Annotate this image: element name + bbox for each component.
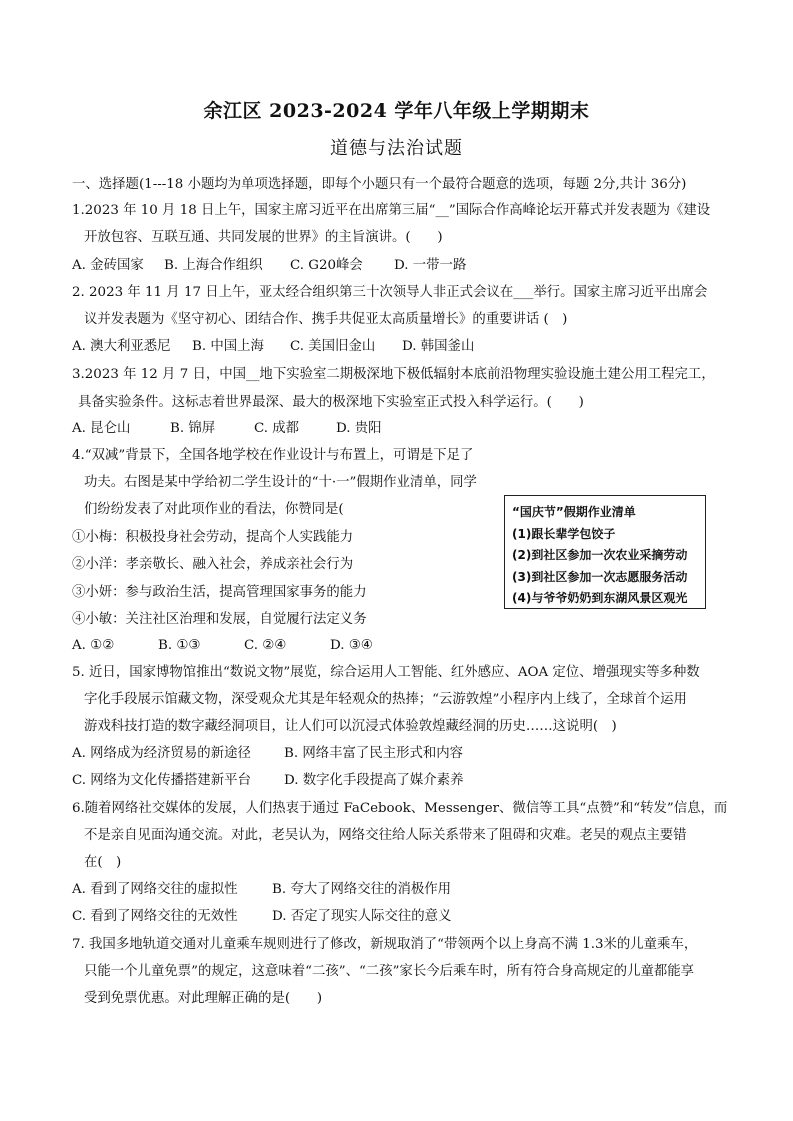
q4-stem-line3: 们纷纷发表了对此项作业的看法，你赞同是( — [84, 502, 344, 517]
q2-stem-line2: 议并发表题为《坚守初心、团结合作、携手共促亚太高质量增长》的重要讲话 ( ) — [84, 312, 568, 327]
q3-option-a: A. 昆仑山 — [72, 421, 131, 436]
q6-options-row1 — [72, 880, 451, 900]
q4-stem-line2: 功夫。右图是某中学给初二学生设计的“十·一”假期作业清单，同学 — [84, 475, 477, 490]
q1-option-c: C. G20峰会 — [290, 258, 363, 273]
homework-list-box — [504, 495, 706, 609]
q6-option-c: C. 看到了网络交往的无效性 — [72, 909, 238, 924]
q1-option-d: D. 一带一路 — [394, 258, 467, 273]
q4-statement-4: ④小敏：关注社区治理和发展，自觉履行法定义务 — [72, 612, 367, 627]
q6-options-row2 — [72, 907, 451, 927]
q5-option-c: C. 网络为文化传播搭建新平台 — [72, 773, 251, 788]
q4-option-c: C. ②④ — [244, 638, 287, 653]
q5-stem-line2: 字化手段展示馆藏文物，深受观众尤其是年轻观众的热捧；“云游敦煌”小程序内上线了，全球首个运用 — [84, 692, 687, 707]
q3-option-c: C. 成都 — [254, 421, 300, 436]
q5-option-a: A. 网络成为经济贸易的新途径 — [72, 746, 251, 761]
q7-stem-line2: 只能一个儿童免票”的规定，这意味着“二孩”、“二孩”家长今后乘车时，所有符合身高规定的儿童都能享 — [84, 964, 695, 979]
q6-stem-line1: 6.随着网络社交媒体的发展，人们热衷于通过 FaCebook、Messenger、微信等工具“点赞”和“转发”信息，而 — [72, 801, 728, 816]
q5-stem-line3: 游戏科技打造的数字藏经洞项目，让人们可以沉浸式体验敦煌藏经洞的历史……这说明( ) — [84, 719, 617, 734]
q3-option-b: B. 锦屏 — [170, 421, 216, 436]
q4-option-b: B. ①③ — [158, 638, 201, 653]
q6-option-b: B. 夸大了网络交往的消极作用 — [272, 882, 452, 897]
q4-stem-line1: 4.“双减”背景下，全国各地学校在作业设计与布置上，可谓是下足了 — [72, 448, 474, 463]
q3-stem-line1: 3.2023 年 12 月 7 日，中国__地下实验室二期极深地下极低辐射本底前沿物理实验设施土建公用工程完工， — [72, 367, 715, 382]
q7-stem-line3: 受到免票优惠。对此理解正确的是( ) — [84, 991, 323, 1006]
q5-option-d: D. 数字化手段提高了媒介素养 — [284, 773, 464, 788]
q5-options-row2 — [72, 771, 463, 791]
q3-options — [72, 419, 382, 439]
q2-option-d: D. 韩国釜山 — [402, 339, 475, 354]
q2-options — [72, 337, 474, 357]
q1-stem-line1: 1.2023 年 10 月 18 日上午，国家主席习近平在出席第三届“__”国际合作高峰论坛开幕式并发表题为《建设 — [72, 203, 711, 218]
q4-option-d: D. ③④ — [330, 638, 373, 653]
homework-item-4: (4)与爷爷奶奶到东湖风景区观光 — [512, 591, 688, 605]
q5-stem-line1: 5. 近日，国家博物馆推出“数说文物”展览，综合运用人工智能、红外感应、AOA 定位、增强现实等多种数 — [72, 665, 700, 680]
homework-item-1: (1)跟长辈学包饺子 — [512, 526, 616, 541]
q6-stem-line2: 不是亲自见面沟通交流。对此，老吴认为，网络交往给人际关系带来了阻碍和灾难。老吴的观点主要错 — [84, 828, 687, 843]
homework-item-3: (3)到社区参加一次志愿服务活动 — [512, 569, 688, 584]
section-heading: 一、选择题(1---18 小题均为单项选择题，即每个小题只有一个最符合题意的选项，每题 2分,共计 36分) — [72, 177, 687, 192]
q4-statement-3: ③小妍：参与政治生活，提高管理国家事务的能力 — [72, 585, 367, 600]
q7-stem-line1: 7. 我国多地轨道交通对儿童乘车规则进行了修改，新规取消了“带领两个以上身高不满 1.3米的儿童乘车， — [72, 937, 698, 952]
q5-options-row1 — [72, 744, 463, 764]
q4-statement-2: ②小洋：孝亲敬长、融入社会，养成亲社会行为 — [72, 557, 354, 572]
q2-option-a: A. 澳大利亚悉尼 — [72, 339, 171, 354]
q5-option-b: B. 网络丰富了民主形式和内容 — [284, 746, 464, 761]
q6-option-d: D. 否定了现实人际交往的意义 — [272, 909, 452, 924]
q3-stem-line2: 具备实验条件。这标志着世界最深、最大的极深地下实验室正式投入科学运行。( ) — [78, 395, 584, 410]
q1-options — [72, 256, 466, 276]
q4-options — [72, 636, 373, 656]
exam-subtitle: 道德与法治试题 — [330, 138, 463, 159]
q6-stem-line3: 在( ) — [84, 855, 122, 870]
q1-option-a: A. 金砖国家 — [72, 258, 144, 273]
homework-item-2: (2)到社区参加一次农业采摘劳动 — [512, 548, 688, 562]
q2-stem-line1: 2. 2023 年 11 月 17 日上午，亚太经合组织第三十次领导人非正式会议在___举行。国家主席习近平出席会 — [72, 285, 708, 300]
exam-title: 余江区 2023-2024 学年八年级上学期期末 — [203, 100, 590, 122]
q3-option-d: D. 贵阳 — [336, 421, 382, 436]
q2-option-c: C. 美国旧金山 — [290, 339, 376, 354]
q6-option-a: A. 看到了网络交往的虚拟性 — [72, 882, 238, 897]
q4-statement-1: ①小梅：积极投身社会劳动，提高个人实践能力 — [72, 530, 354, 545]
q2-option-b: B. 中国上海 — [192, 339, 264, 354]
q1-stem-line2: 开放包容、互联互通、共同发展的世界》的主旨演讲。( ) — [84, 230, 443, 245]
q1-option-b: B. 上海合作组织 — [164, 258, 263, 273]
q4-option-a: A. ①② — [72, 638, 115, 653]
homework-list-title: “国庆节”假期作业清单 — [512, 505, 636, 519]
